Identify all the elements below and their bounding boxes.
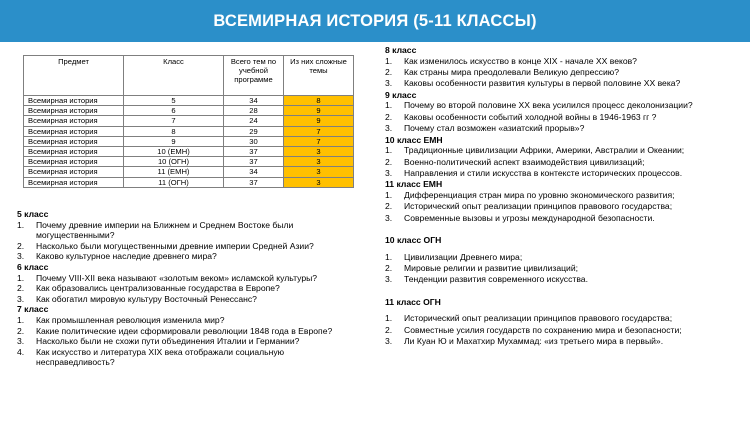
list-item-number: 2. xyxy=(17,325,25,336)
list-item-number: 2. xyxy=(385,66,393,77)
list-item-number: 3. xyxy=(385,336,393,347)
cell-total-topics: 24 xyxy=(224,116,284,126)
list-item xyxy=(17,326,362,337)
cell-grade: 6 xyxy=(124,106,224,116)
list-item-number: 1. xyxy=(385,189,393,200)
list-item-text: Насколько были не схожи пути объединения Италии и Германии? xyxy=(36,336,300,347)
cell-grade: 8 xyxy=(124,126,224,136)
cell-hard-topics: 8 xyxy=(284,96,354,106)
section-title: 10 класс ЕМН xyxy=(385,134,443,145)
list-item-text: Как изменилось искусство в конце XIX - начале XX веков? xyxy=(404,55,637,66)
list-item-text: Как обогатил мировую культуру Восточный Ренессанс? xyxy=(36,293,257,304)
cell-hard-topics: 3 xyxy=(284,147,354,157)
list-item-number: 2. xyxy=(17,240,25,251)
cell-total-topics: 28 xyxy=(224,106,284,116)
header-total-topics: Всего тем по учебной программе xyxy=(224,56,284,96)
list-item-number: 2. xyxy=(385,156,393,167)
list-item-text: Дифференциация стран мира по уровню экономического развития; xyxy=(404,189,675,200)
cell-subject: Всемирная история xyxy=(24,177,124,187)
cell-total-topics: 29 xyxy=(224,126,284,136)
table-row xyxy=(24,126,354,136)
cell-subject: Всемирная история xyxy=(24,167,124,177)
list-item-number: 2. xyxy=(385,111,393,122)
list-item xyxy=(17,315,362,326)
list-item-text: Цивилизации Древнего мира; xyxy=(404,251,523,262)
title-bar xyxy=(0,0,750,42)
table-row xyxy=(24,106,354,116)
table-row xyxy=(24,167,354,177)
list-item-text: Ли Куан Ю и Махатхир Мухаммад: «из третьего мира в первый». xyxy=(404,336,664,347)
list-item-number: 1. xyxy=(385,145,393,156)
table-header-row xyxy=(24,56,354,96)
list-item-text: Как страны мира преодолевали Великую депрессию? xyxy=(404,66,619,77)
list-item xyxy=(385,325,745,336)
header-grade: Класс xyxy=(124,56,224,96)
list-item xyxy=(385,112,745,123)
section-title: 5 класс xyxy=(17,209,49,219)
list-item-text: Почему во второй половине XX века усилился процесс деколонизации? xyxy=(404,100,693,111)
list-item-text: Мировые религии и развитие цивилизаций; xyxy=(404,263,579,274)
question-list xyxy=(385,145,745,178)
list-item-text: Почему стал возможен «азиатский прорыв»? xyxy=(404,123,585,134)
list-item-text: Исторический опыт реализации принципов правового государства; xyxy=(404,201,673,212)
list-item-number: 3. xyxy=(385,167,393,178)
list-item-text: Насколько были могущественными древние империи Средней Азии? xyxy=(36,240,314,251)
question-list xyxy=(17,220,362,262)
section-title: 11 класс ОГН xyxy=(385,296,441,307)
cell-hard-topics: 3 xyxy=(284,167,354,177)
cell-subject: Всемирная история xyxy=(24,106,124,116)
cell-grade: 9 xyxy=(124,136,224,146)
cell-total-topics: 34 xyxy=(224,96,284,106)
section-title: 8 класс xyxy=(385,45,417,55)
list-item xyxy=(385,56,745,67)
list-item-text: Почему VIII-XII века называют «золотым веком» исламской культуры? xyxy=(36,272,318,283)
list-item xyxy=(17,294,362,305)
right-questions-column xyxy=(385,45,745,348)
list-item xyxy=(385,213,745,224)
cell-hard-topics: 7 xyxy=(284,126,354,136)
cell-hard-topics: 3 xyxy=(284,177,354,187)
table-row xyxy=(24,147,354,157)
cell-grade: 10 (ОГН) xyxy=(124,157,224,167)
list-item xyxy=(385,263,745,274)
list-item-text: Как промышленная революция изменила мир? xyxy=(36,314,225,325)
list-item-number: 1. xyxy=(17,314,25,325)
list-item-number: 4. xyxy=(17,346,25,357)
section-title: 11 класс ЕМН xyxy=(385,179,443,190)
question-list xyxy=(385,190,745,223)
cell-hard-topics: 9 xyxy=(284,116,354,126)
topics-table xyxy=(23,55,354,188)
question-list xyxy=(17,315,362,368)
list-item xyxy=(385,67,745,78)
topics-table-container xyxy=(23,55,353,188)
list-item xyxy=(385,336,745,347)
list-item xyxy=(385,190,745,201)
question-list xyxy=(385,100,745,133)
list-item xyxy=(385,157,745,168)
cell-subject: Всемирная история xyxy=(24,116,124,126)
cell-hard-topics: 3 xyxy=(284,157,354,167)
list-item-text: Традиционные цивилизации Африки, Америки, Австралии и Океании; xyxy=(404,145,685,156)
list-item-number: 2. xyxy=(17,283,25,294)
list-item xyxy=(385,145,745,156)
cell-grade: 10 (ЕМН) xyxy=(124,147,224,157)
list-item-number: 3. xyxy=(385,78,393,89)
list-item-number: 3. xyxy=(17,293,25,304)
cell-grade: 11 (ОГН) xyxy=(124,177,224,187)
left-questions-column xyxy=(17,209,362,368)
list-item xyxy=(17,347,362,368)
header-hard-topics: Из них сложные темы xyxy=(284,56,354,96)
cell-total-topics: 30 xyxy=(224,136,284,146)
list-item-number: 3. xyxy=(385,212,393,223)
list-item xyxy=(17,241,362,252)
section-spacer xyxy=(385,224,745,235)
list-item-number: 1. xyxy=(385,313,393,324)
cell-total-topics: 37 xyxy=(224,157,284,167)
list-item xyxy=(17,283,362,294)
table-row xyxy=(24,136,354,146)
section-title: 10 класс ОГН xyxy=(385,235,442,246)
header-subject: Предмет xyxy=(24,56,124,96)
list-item xyxy=(17,251,362,262)
list-item xyxy=(385,252,745,263)
cell-grade: 7 xyxy=(124,116,224,126)
table-body xyxy=(24,96,354,188)
section-title: 7 класс xyxy=(17,304,49,315)
question-list xyxy=(17,273,362,305)
list-item-number: 1. xyxy=(385,251,393,262)
list-item xyxy=(385,201,745,212)
list-item-text: Почему древние империи на Ближнем и Среднем Востоке были могущественными? xyxy=(36,219,294,241)
list-item-number: 2. xyxy=(385,263,393,274)
list-item-number: 1. xyxy=(17,219,25,230)
list-item-text: Каковы особенности развития культуры в первой половине XX века? xyxy=(404,78,681,89)
list-item-text: Каково культурное наследие древнего мира? xyxy=(36,251,217,262)
cell-total-topics: 34 xyxy=(224,167,284,177)
cell-total-topics: 37 xyxy=(224,147,284,157)
list-item-text: Совместные усилия государств по сохранению мира и безопасности; xyxy=(404,324,682,335)
list-item xyxy=(385,78,745,89)
section-spacer xyxy=(385,286,745,297)
list-item-text: Направления и стили искусства в контексте исторических процессов. xyxy=(404,167,683,178)
list-item-number: 3. xyxy=(385,123,393,134)
list-item xyxy=(385,274,745,285)
list-item-number: 3. xyxy=(17,251,25,262)
list-item xyxy=(17,336,362,347)
cell-hard-topics: 9 xyxy=(284,106,354,116)
table-row xyxy=(24,157,354,167)
list-item-number: 1. xyxy=(385,55,393,66)
page-title: ВСЕМИРНАЯ ИСТОРИЯ (5-11 КЛАССЫ) xyxy=(213,12,537,30)
cell-subject: Всемирная история xyxy=(24,157,124,167)
list-item xyxy=(385,168,745,179)
list-item-text: Исторический опыт реализации принципов правового государства; xyxy=(404,313,673,324)
cell-total-topics: 37 xyxy=(224,177,284,187)
list-item-number: 3. xyxy=(17,336,25,347)
list-item-text: Как образовались централизованные государства в Европе? xyxy=(36,283,280,294)
table-row xyxy=(24,177,354,187)
cell-subject: Всемирная история xyxy=(24,136,124,146)
list-item xyxy=(385,313,745,324)
cell-grade: 11 (ЕМН) xyxy=(124,167,224,177)
list-item-number: 1. xyxy=(17,272,25,283)
cell-subject: Всемирная история xyxy=(24,96,124,106)
list-item-text: Какие политические идеи сформировали революции 1848 года в Европе? xyxy=(36,325,333,336)
cell-subject: Всемирная история xyxy=(24,147,124,157)
cell-grade: 5 xyxy=(124,96,224,106)
list-item-text: Каковы особенности событий холодной войны в 1946-1963 гг ? xyxy=(404,111,657,122)
list-item-number: 2. xyxy=(385,201,393,212)
question-list xyxy=(385,313,745,346)
list-item xyxy=(17,220,362,241)
section-title: 6 класс xyxy=(17,261,49,272)
question-list xyxy=(385,56,745,89)
table-row xyxy=(24,116,354,126)
list-item-number: 1. xyxy=(385,100,393,111)
list-item-number: 2. xyxy=(385,324,393,335)
list-item-text: Как искусство и литература XIX века отображали социальную несправедливость? xyxy=(36,346,285,368)
cell-hard-topics: 7 xyxy=(284,136,354,146)
list-item-text: Тенденции развития современного искусства. xyxy=(404,274,588,285)
cell-subject: Всемирная история xyxy=(24,126,124,136)
list-item xyxy=(17,273,362,284)
list-item xyxy=(385,100,745,111)
list-item-text: Современные вызовы и угрозы международной безопасности. xyxy=(404,212,655,223)
table-row xyxy=(24,96,354,106)
question-list xyxy=(385,252,745,285)
list-item xyxy=(385,123,745,134)
list-item-number: 3. xyxy=(385,274,393,285)
section-title: 9 класс xyxy=(385,89,417,100)
list-item-text: Военно-политический аспект взаимодействия цивилизаций; xyxy=(404,156,645,167)
